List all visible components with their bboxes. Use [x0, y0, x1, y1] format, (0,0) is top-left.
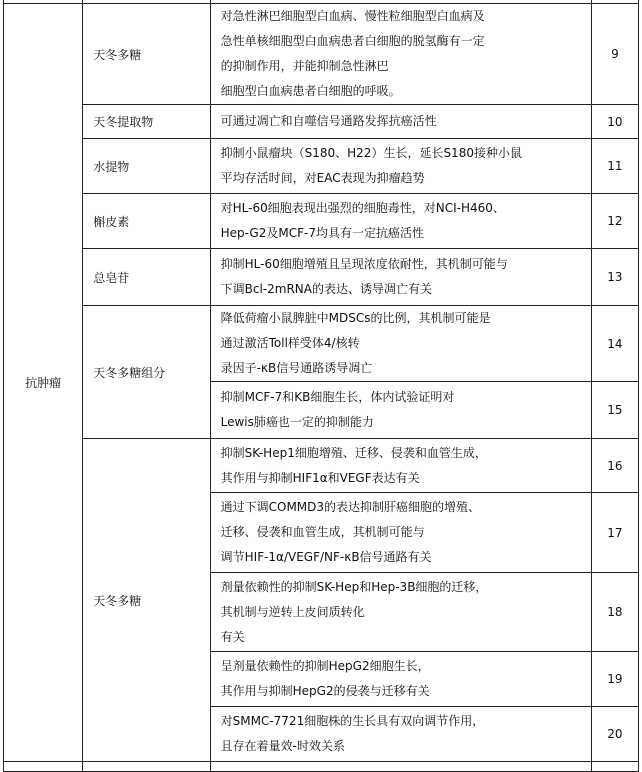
- reference-cell: 13: [591, 249, 638, 306]
- reference-cell: 18: [591, 573, 638, 652]
- effect-line: 其作用与抑制HepG2的侵袭与迁移有关: [220, 684, 430, 698]
- effect-line: 的抑制作用，并能抑制急性淋巴: [220, 59, 389, 73]
- effect-cell: [210, 652, 591, 707]
- reference-cell: 14: [591, 306, 638, 382]
- reference-cell: 16: [591, 439, 638, 493]
- effect-line: 录因子-κB信号通路诱导凋亡: [220, 361, 373, 375]
- effect-line: 细胞型白血病患者白细胞的呼吸。: [220, 84, 401, 98]
- effect-cell: [210, 439, 591, 493]
- effect-cell: [210, 493, 591, 573]
- table-row: [4, 439, 639, 493]
- effect-cell: [210, 194, 591, 249]
- reference-cell: 10: [591, 105, 638, 139]
- effect-line: 其作用与抑制HIF1α和VEGF表达有关: [220, 470, 420, 485]
- effect-line: 急性单核细胞型白血病患者白细胞的脱氢酶有一定: [220, 34, 485, 48]
- effect-line: 通过下调COMMD3的表达抑制肝癌细胞的增殖、: [220, 500, 481, 514]
- table-row: [4, 194, 639, 249]
- reference-cell: 12: [591, 194, 638, 249]
- effect-cell: [210, 249, 591, 306]
- component-cell: 水提物: [83, 139, 210, 194]
- effect-cell: [210, 707, 591, 762]
- effect-cell: [210, 139, 591, 194]
- component-cell: 天冬多糖组分: [83, 306, 210, 439]
- reference-cell: 11: [591, 139, 638, 194]
- effect-line: 呈剂量依赖性的抑制HepG2细胞生长，: [220, 659, 430, 673]
- table-row-partial-bottom: [4, 762, 639, 772]
- effect-line: 迁移、侵袭和血管生成，其机制可能与: [220, 525, 425, 539]
- effect-line: 抑制MCF-7和KB细胞生长，体内试验证明对: [220, 390, 455, 404]
- effect-line: 对HL-60细胞表现出强烈的细胞毒性，对NCI-H460、: [220, 201, 505, 215]
- component-cell: 总皂苷: [83, 249, 210, 306]
- effect-cell: [210, 105, 591, 139]
- table-row: [4, 249, 639, 306]
- component-cell: 槲皮素: [83, 194, 210, 249]
- table-row: [4, 4, 639, 105]
- table-row: [4, 306, 639, 382]
- data-table: [3, 0, 639, 772]
- component-cell: 天冬提取物: [83, 105, 210, 139]
- effect-line: 对SMMC-7721细胞株的生长具有双向调节作用，: [220, 714, 485, 728]
- effect-line: 有关: [220, 629, 245, 644]
- effect-line: 其机制与逆转上皮间质转化: [220, 604, 365, 619]
- effect-cell: [210, 4, 591, 105]
- component-cell: 天冬多糖: [83, 439, 210, 762]
- table-row: [4, 139, 639, 194]
- effect-line: Lewis肺癌也一定的抑制能力: [220, 415, 374, 429]
- component-cell: 天冬多糖: [83, 4, 210, 105]
- effect-line: 抑制小鼠瘤块（S180、H22）生长，延长S180接种小鼠: [220, 146, 522, 160]
- category-cell: 抗肿瘤: [4, 4, 83, 762]
- effect-cell: [210, 573, 591, 652]
- table-row: [4, 105, 639, 139]
- effect-line: 可通过凋亡和自噬信号通路发挥抗癌活性: [220, 114, 437, 128]
- effect-line: 抑制SK-Hep1细胞增殖、迁移、侵袭和血管生成，: [220, 445, 487, 460]
- effect-cell: [210, 306, 591, 382]
- effect-line: 且存在着量效-时效关系: [220, 739, 345, 753]
- reference-cell: 19: [591, 652, 638, 707]
- effect-line: 调节HIF-1α/VEGF/NF-κB信号通路有关: [220, 550, 432, 564]
- effect-line: 对急性淋巴细胞型白血病、慢性粒细胞型白血病及: [220, 9, 485, 23]
- effect-line: 降低荷瘤小鼠脾脏中MDSCs的比例，其机制可能是: [220, 311, 491, 325]
- effect-line: 抑制HL-60细胞增殖且呈现浓度依耐性，其机制可能与: [220, 257, 508, 271]
- effect-line: 下调Bcl-2mRNA的表达、诱导凋亡有关: [220, 282, 432, 296]
- effect-line: Hep-G2及MCF-7均具有一定抗癌活性: [220, 226, 424, 240]
- reference-cell: 17: [591, 493, 638, 573]
- reference-cell: 15: [591, 382, 638, 439]
- effect-line: 通过激活Toll样受体4/核转: [220, 336, 360, 350]
- effect-line: 剂量依赖性的抑制SK-Hep和Hep-3B细胞的迁移，: [220, 579, 488, 594]
- effect-cell: [210, 382, 591, 439]
- reference-cell: 20: [591, 707, 638, 762]
- reference-cell: 9: [591, 4, 638, 105]
- effect-line: 平均存活时间，对EAC表现为抑瘤趋势: [220, 171, 425, 185]
